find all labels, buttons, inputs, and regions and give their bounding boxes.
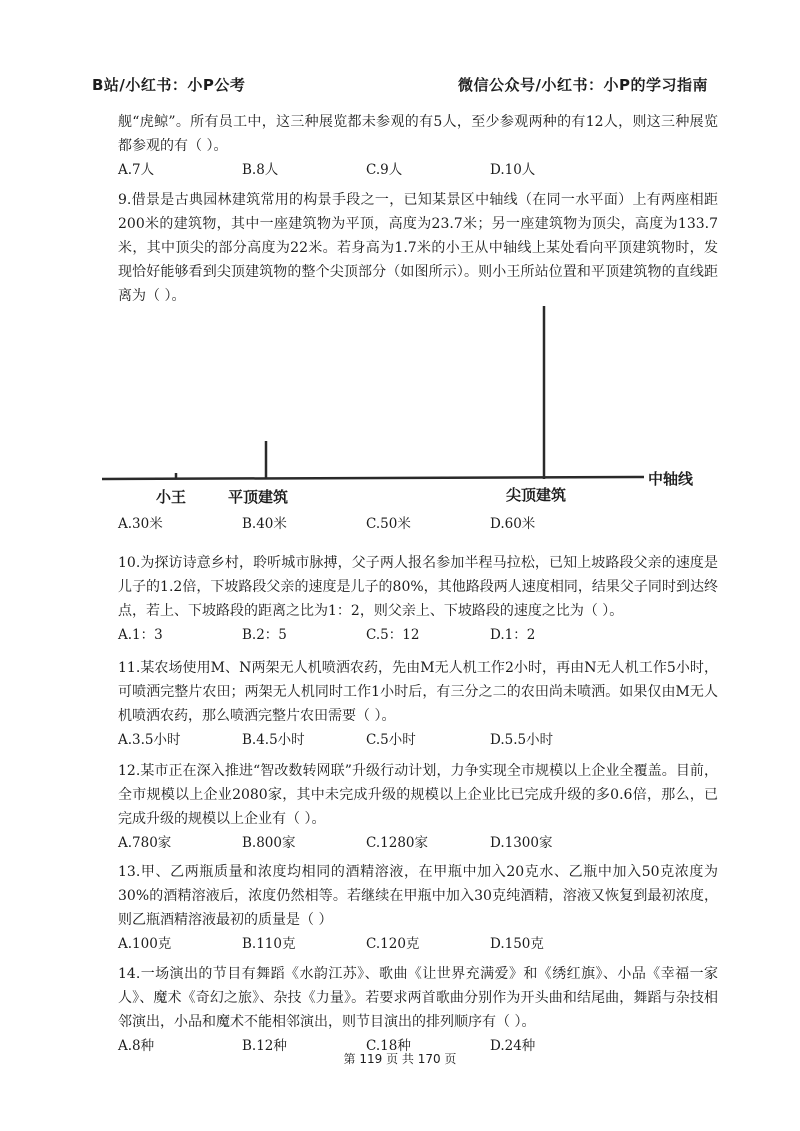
option-d: D.24种 [490, 1038, 536, 1054]
question-11 [118, 656, 718, 750]
option-c: C.50米 [366, 516, 411, 532]
option-c: C.5：12 [366, 627, 420, 643]
question-13-options [118, 934, 718, 954]
question-12-options [118, 833, 718, 853]
label-spire-building: 尖顶建筑 [506, 486, 567, 504]
option-b: B.8人 [242, 162, 279, 178]
question-9-options-block [118, 512, 718, 534]
question-10-text: 10.为探访诗意乡村，聆听城市脉搏，父子两人报名参加半程马拉松，已知上坡路段父亲的速度是儿子的1.2倍，下坡路段父亲的速度是儿子的80%，其他路段两人速度相同，结果父子同时到达终点，若上、下坡路段的距离之比为1：2，则父亲上、下坡路段的速度之比为（ ）。 [118, 555, 718, 619]
label-person: 小王 [156, 488, 187, 506]
header-right: 微信公众号/小红书：小P的学习指南 [458, 76, 708, 94]
option-d: D.1300家 [490, 835, 553, 851]
question-10-options [118, 625, 718, 645]
option-d: D.10人 [490, 162, 536, 178]
option-a: A.1：3 [118, 627, 163, 643]
option-a: A.100克 [118, 936, 172, 952]
question-14 [118, 962, 718, 1056]
option-a: A.780家 [118, 835, 172, 851]
header-left: B站/小红书：小P公考 [92, 76, 246, 94]
option-c: C.5小时 [366, 732, 416, 748]
option-a: A.3.5小时 [118, 732, 181, 748]
option-d: D.5.5小时 [490, 732, 554, 748]
option-c: C.18种 [366, 1038, 411, 1054]
axis-line [102, 477, 644, 479]
figure-svg [96, 296, 716, 528]
option-b: B.800家 [242, 835, 296, 851]
question-9 [118, 188, 718, 308]
option-a: A.30米 [118, 516, 163, 532]
option-b: B.110克 [242, 936, 296, 952]
label-axis: 中轴线 [648, 470, 694, 488]
option-a: A.7人 [118, 162, 155, 178]
question-12 [118, 759, 718, 853]
question-8 [118, 110, 718, 180]
option-d: D.1：2 [490, 627, 536, 643]
option-c: C.1280家 [366, 835, 428, 851]
page-number: 第 119 页 共 170 页 [343, 1052, 457, 1066]
option-d: D.150克 [490, 936, 544, 952]
option-b: B.12种 [242, 1038, 287, 1054]
question-9-options [118, 514, 718, 534]
question-9-text: 9.借景是古典园林建筑常用的构景手段之一，已知某景区中轴线（在同一水平面）上有两座相距200米的建筑物，其中一座建筑物为平顶，高度为23.7米；另一座建筑物为顶尖，高度为133.7米，其中顶尖的部分高度为22米。若身高为1.7米的小王从中轴线上某处看向平顶建筑物时，发现恰好能够看到尖顶建筑物的整个尖顶部分（如图所示）。则小王所站位置和平顶建筑物的直线距离为（ ）。 [118, 192, 718, 304]
question-8-options [118, 160, 718, 180]
question-11-text: 11.某农场使用M、N两架无人机喷洒农药，先由M无人机工作2小时，再由N无人机工作5小时，可喷洒完整片农田；两架无人机同时工作1小时后，有三分之二的农田尚未喷洒。如果仅由M无人机喷洒农药，那么喷洒完整片农田需要（ ）。 [118, 660, 718, 724]
question-14-text: 14.一场演出的节目有舞蹈《水韵江苏》、歌曲《让世界充满爱》和《绣红旗》、小品《幸福一家人》、魔术《奇幻之旅》、杂技《力量》。若要求两首歌曲分别作为开头曲和结尾曲，舞蹈与杂技相邻演出，小品和魔术不能相邻演出，则节目演出的排列顺序有（ ）。 [118, 966, 718, 1030]
question-9-figure [96, 296, 716, 528]
question-12-text: 12.某市正在深入推进“智改数转网联”升级行动计划，力争实现全市规模以上企业全覆盖。目前，全市规模以上企业2080家，其中未完成升级的规模以上企业比已完成升级的多0.6倍，那么，已完成升级的规模以上企业有（ ）。 [118, 763, 718, 827]
option-a: A.8种 [118, 1038, 155, 1054]
question-10 [118, 551, 718, 645]
option-b: B.40米 [242, 516, 287, 532]
question-11-options [118, 730, 718, 750]
question-13 [118, 860, 718, 954]
question-8-text: 舰“虎鲸”。所有员工中，这三种展览都未参观的有5人，至少参观两种的有12人，则这三种展览都参观的有（ ）。 [118, 114, 718, 154]
option-c: C.120克 [366, 936, 420, 952]
option-b: B.2：5 [242, 627, 287, 643]
option-b: B.4.5小时 [242, 732, 305, 748]
option-c: C.9人 [366, 162, 403, 178]
label-flat-building: 平顶建筑 [228, 488, 289, 506]
option-d: D.60米 [490, 516, 536, 532]
question-13-text: 13.甲、乙两瓶质量和浓度均相同的酒精溶液，在甲瓶中加入20克水、乙瓶中加入50克浓度为30%的酒精溶液后，浓度仍然相等。若继续在甲瓶中加入30克纯酒精，溶液又恢复到最初浓度，则乙瓶酒精溶液最初的质量是（ ） [118, 864, 718, 928]
